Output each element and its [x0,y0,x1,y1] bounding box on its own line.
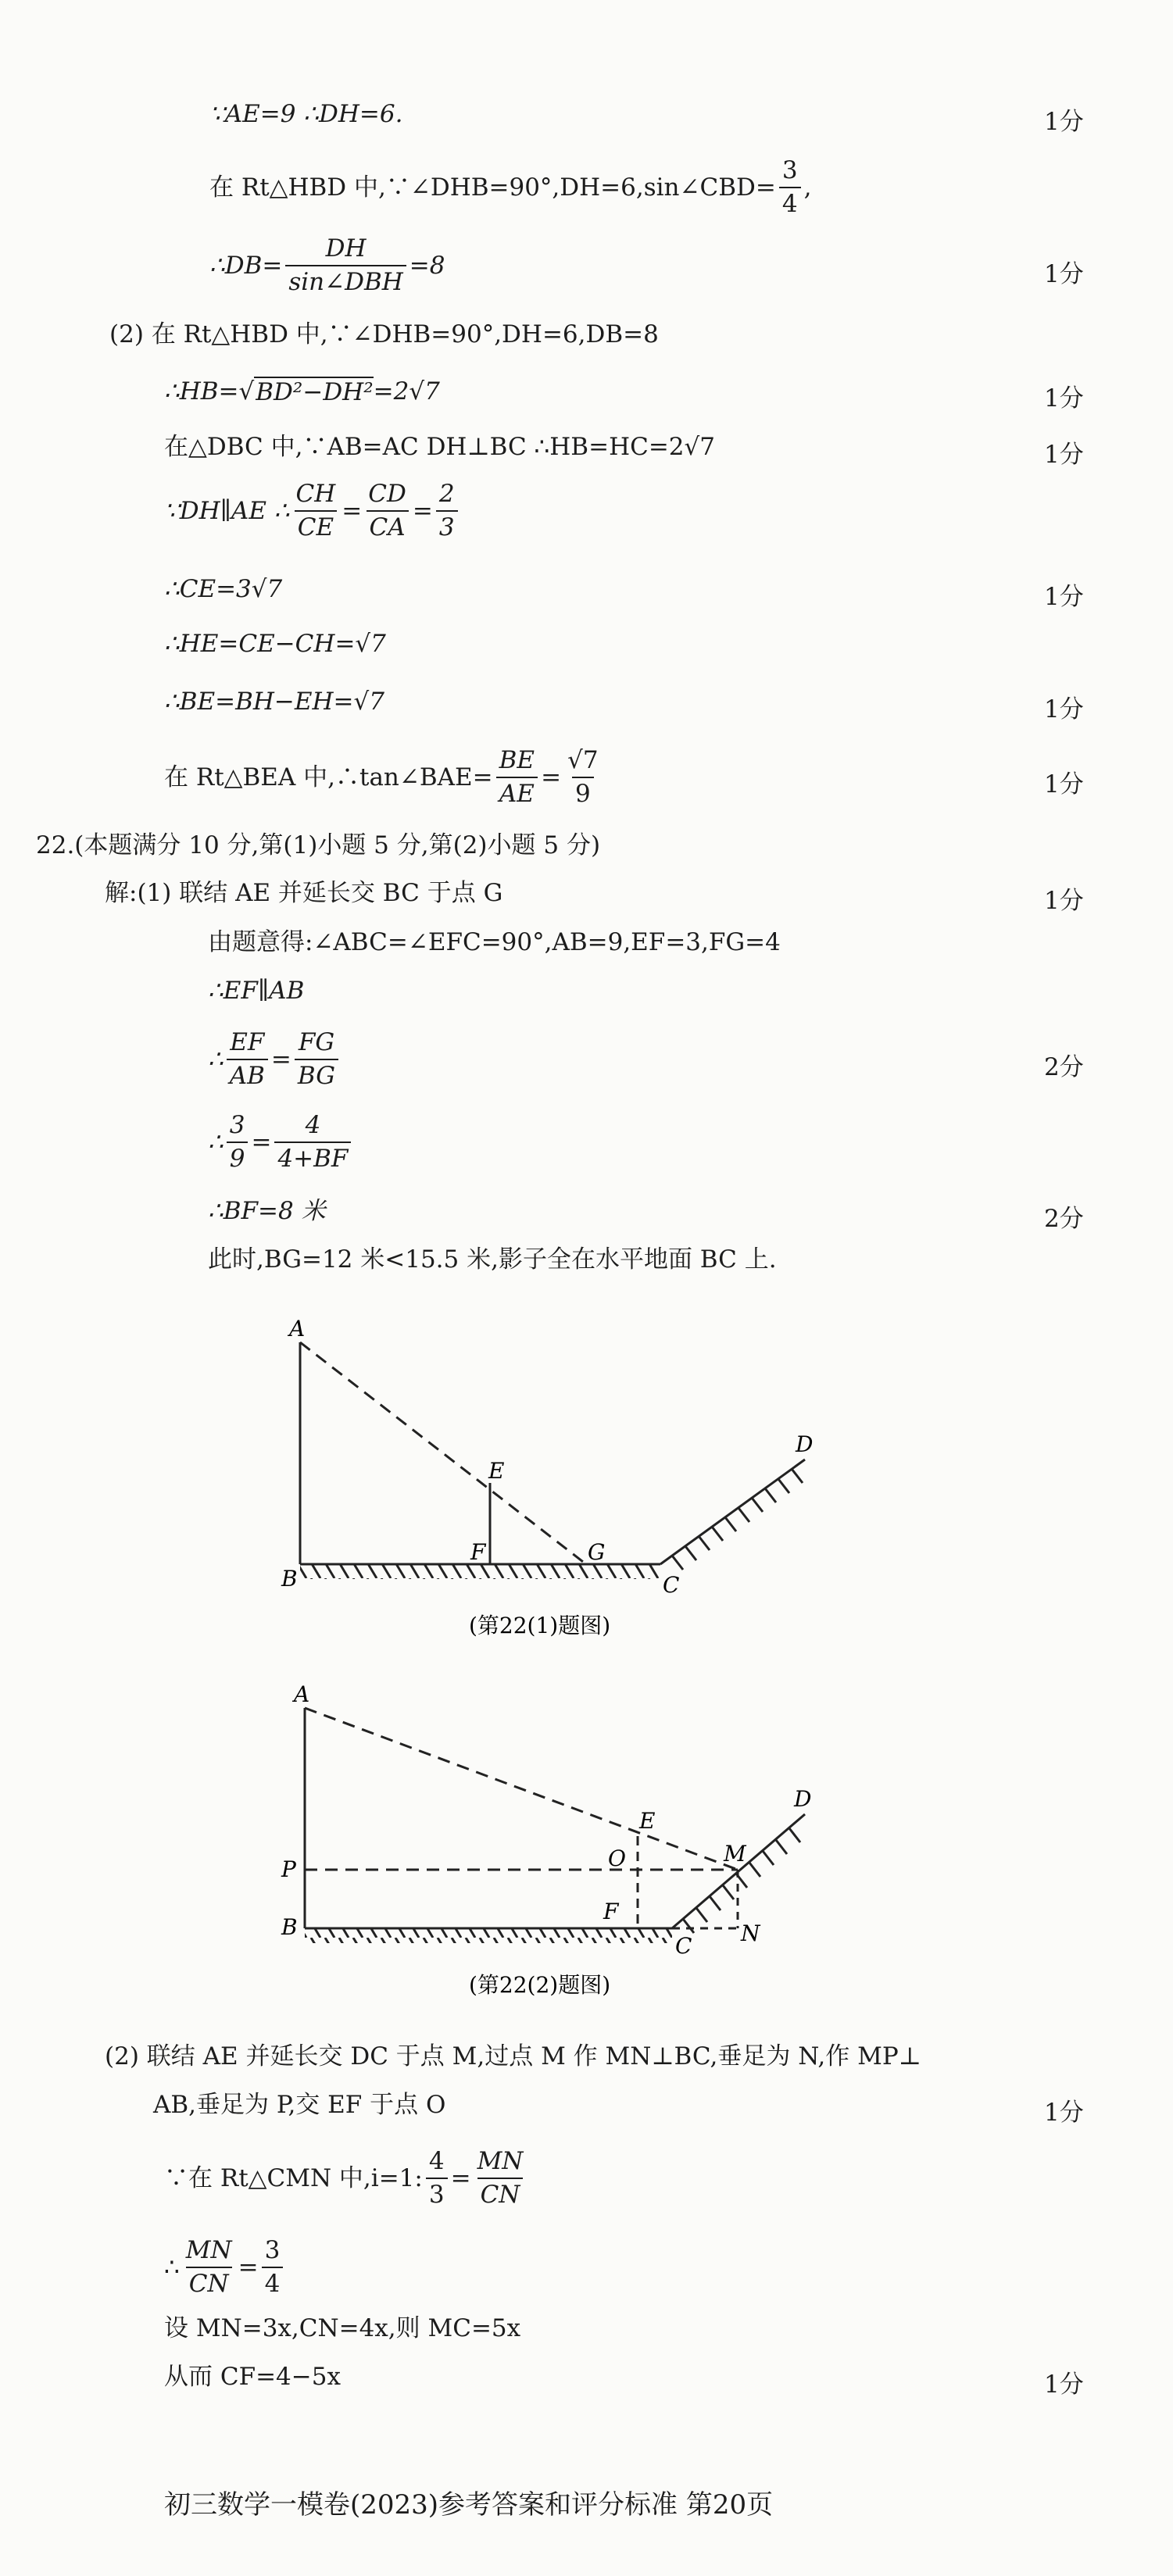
label-b: B [281,1914,298,1940]
label-o: O [608,1845,626,1871]
line-2-text: 在 Rt△HBD 中,∵∠DHB=90°,DH=6,sin∠CBD= [209,173,776,202]
fraction-numerator: 3 [264,2236,281,2264]
label-e: E [639,1808,656,1834]
fraction [295,1028,338,1091]
fraction-numerator: DH [325,234,367,263]
score-1: 1分 [1044,108,1084,136]
label-p: P [281,1856,296,1882]
fraction [227,1028,268,1091]
fraction-numerator: 3 [229,1111,245,1139]
fraction-numerator: EF [230,1028,265,1056]
line-14: 由题意得:∠ABC=∠EFC=90°,AB=9,EF=3,FG=4 [208,928,781,956]
label-a: A [289,1316,306,1342]
fraction-numerator: FG [298,1028,335,1056]
fraction-numerator: MN [477,2147,524,2175]
radicand: BD²−DH² [256,378,374,406]
line-7 [164,480,461,542]
fraction-denominator: AE [496,777,538,809]
fraction [262,2236,284,2299]
label-e: E [488,1458,505,1484]
line-11-text: 在 Rt△BEA 中,∴tan∠BAE= [164,763,493,791]
fraction [779,156,801,219]
figure-22-2 [266,1672,860,2008]
fraction [426,2147,448,2210]
line-5-tail: =2√7 [373,377,440,406]
equals-sign: = [238,2253,259,2281]
line-2 [209,156,811,219]
slope-cd [660,1459,805,1564]
line-25: 从而 CF=4−5x [164,2363,341,2391]
score-3: 1分 [1044,260,1084,288]
label-c: C [663,1572,680,1598]
score-8: 1分 [1044,583,1084,611]
line-3-text: ∴DB= [209,251,283,280]
label-f: F [603,1899,619,1924]
fraction-numerator: CH [295,480,336,508]
score-25: 1分 [1044,2371,1084,2399]
fraction-denominator: 3 [426,2178,448,2210]
score-16: 2分 [1044,1053,1084,1081]
line-3-tail: =8 [409,251,445,280]
fraction-numerator: BE [499,746,535,774]
fraction-denominator: 4 [779,187,801,219]
score-13: 1分 [1044,887,1084,915]
fraction-denominator: CN [477,2178,524,2210]
dashed-line-am [305,1708,738,1870]
line-24: 设 MN=3x,CN=4x,则 MC=5x [164,2314,521,2342]
fraction [274,1111,351,1174]
label-n: N [741,1920,760,1946]
dashed-line-ag [300,1342,586,1564]
figure-2-caption: (第22(2)题图) [469,1972,611,1998]
fraction-numerator: 4 [428,2147,445,2175]
line-3 [209,234,445,297]
fraction [293,480,339,542]
line-11 [164,746,605,809]
fraction-numerator: MN [185,2236,232,2264]
label-f: F [470,1539,486,1565]
score-6: 1分 [1044,441,1084,469]
line-5 [164,377,440,407]
line-4: (2) 在 Rt△HBD 中,∵∠DHB=90°,DH=6,DB=8 [109,320,659,348]
line-20: (2) 联结 AE 并延长交 DC 于点 M,过点 M 作 MN⊥BC,垂足为 N,作 MP⊥ [105,2042,921,2070]
figure-22-1 [266,1313,860,1656]
fraction-denominator: BG [295,1059,338,1091]
fraction [496,746,538,809]
line-15: ∴EF∥AB [208,977,305,1005]
score-21: 1分 [1044,2099,1084,2127]
fraction [564,746,601,809]
line-1: ∵AE=9 ∴DH=6. [209,100,403,128]
line-19: 此时,BG=12 米<15.5 米,影子全在水平地面 BC 上. [208,1245,777,1274]
fraction-numerator: 4 [305,1111,321,1139]
ground-hatch [300,1565,660,1579]
slope-hatch [672,1469,803,1570]
label-m: M [724,1841,746,1867]
label-a: A [294,1681,310,1707]
line-10: ∴BE=BH−EH=√7 [164,688,385,716]
line-7-text: ∵DH∥AE ∴ [164,496,290,525]
equals-sign: = [342,496,363,525]
line-6: 在△DBC 中,∵AB=AC DH⊥BC ∴HB=HC=2√7 [164,433,715,461]
label-g: G [588,1539,606,1565]
line-21: AB,垂足为 P,交 EF 于点 O [153,2091,446,2119]
equals-sign: = [270,1045,291,1074]
fraction-denominator: sin∠DBH [285,265,406,297]
line-16-text: ∴ [208,1045,224,1074]
fraction [474,2147,527,2210]
line-23-text: ∴ [164,2253,180,2281]
fraction-numerator: 3 [781,156,798,184]
fraction-denominator: CE [295,510,337,542]
fraction-denominator: CA [367,510,409,542]
fraction-numerator: CD [368,480,406,508]
fraction-denominator: 3 [436,510,458,542]
fraction [365,480,409,542]
fraction-denominator: 9 [227,1142,249,1174]
fraction [285,234,406,297]
line-18: ∴BF=8 米 [208,1197,326,1225]
line-8: ∴CE=3√7 [164,575,283,603]
label-b: B [281,1566,298,1592]
score-11: 1分 [1044,770,1084,799]
score-18: 2分 [1044,1205,1084,1233]
line-23 [164,2236,286,2299]
line-17 [208,1111,354,1174]
line-13: 解:(1) 联结 AE 并延长交 BC 于点 G [105,879,503,907]
fraction [183,2236,235,2299]
question-22-header: 22.(本题满分 10 分,第(1)小题 5 分,第(2)小题 5 分) [36,831,601,859]
fraction [227,1111,249,1174]
fraction-denominator: 9 [572,777,594,809]
line-5-text: ∴HB=√ [164,377,255,406]
score-10: 1分 [1044,695,1084,723]
fraction-denominator: 4+BF [274,1142,351,1174]
equals-sign: = [412,496,433,525]
page-footer: 初三数学一模卷(2023)参考答案和评分标准 第20页 [164,2489,774,2521]
equals-sign: = [251,1127,272,1156]
line-9: ∴HE=CE−CH=√7 [164,630,386,658]
label-d: D [794,1786,812,1812]
line-22 [164,2147,529,2210]
fraction-denominator: 4 [262,2267,284,2299]
equals-sign: = [450,2163,471,2192]
fraction-denominator: AB [227,1059,268,1091]
fraction-denominator: CN [186,2267,232,2299]
figure-1-caption: (第22(1)题图) [469,1613,611,1638]
fraction-numerator: √7 [567,746,599,774]
score-5: 1分 [1044,384,1084,413]
equals-sign: = [541,763,562,791]
fraction-numerator: 2 [438,480,455,508]
line-17-text: ∴ [208,1127,224,1156]
label-d: D [796,1431,814,1457]
label-c: C [675,1933,692,1959]
ground-hatch [305,1929,672,1943]
line-22-text: ∵在 Rt△CMN 中,i=1: [164,2163,423,2192]
fraction [436,480,458,542]
line-2-tail: , [803,173,812,202]
line-16 [208,1028,342,1091]
